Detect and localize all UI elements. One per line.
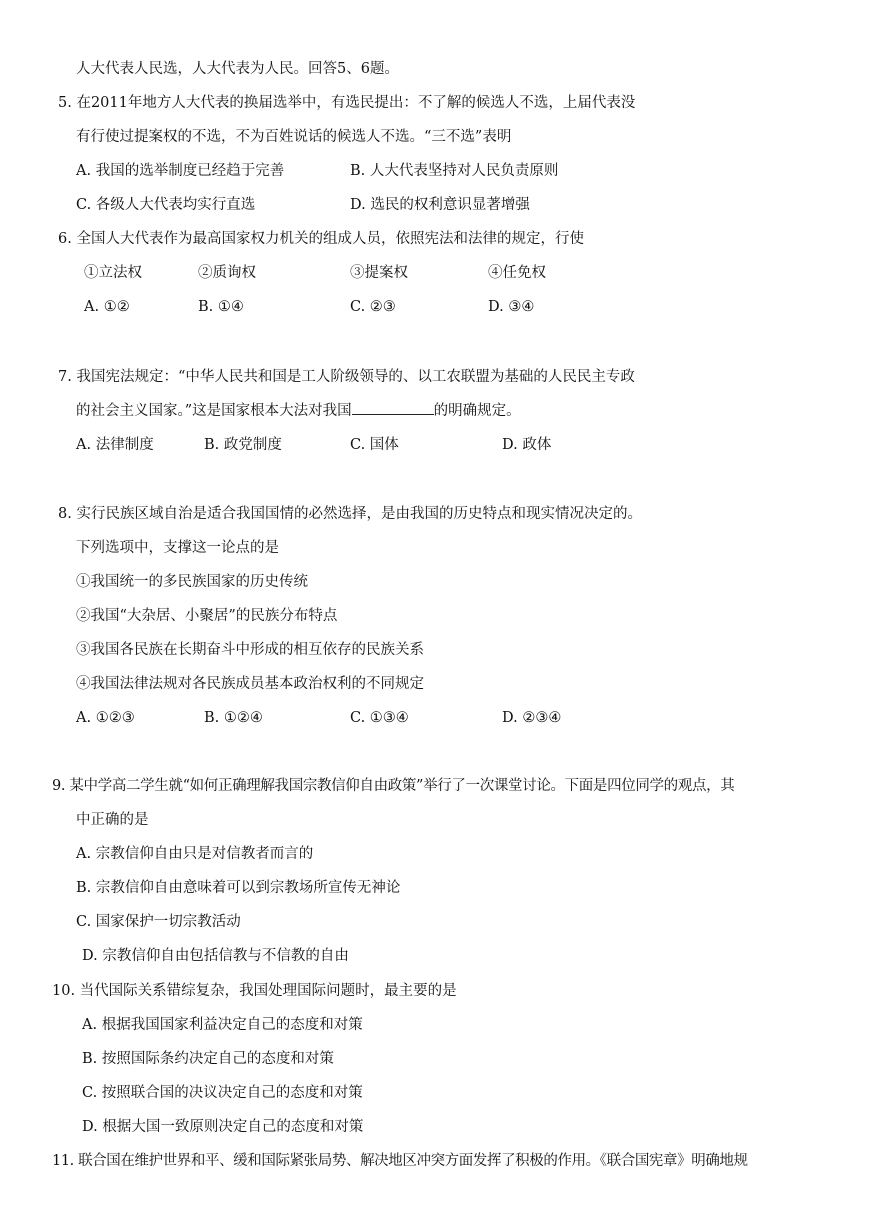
q6-option-a: A. ①② [84, 299, 130, 315]
q6-statement-1: ①立法权 [84, 265, 142, 281]
q9-option-b: B. 宗教信仰自由意味着可以到宗教场所宣传无神论 [76, 880, 401, 896]
q8-stem-line1: 8. 实行民族区域自治是适合我国国情的必然选择，是由我国的历史特点和现实情况决定的。 [58, 506, 642, 522]
q6-statement-3: ③提案权 [350, 265, 408, 281]
q9-option-a: A. 宗教信仰自由只是对信教者而言的 [76, 846, 314, 862]
q9-stem-line2: 中正确的是 [76, 812, 149, 828]
q7-option-b: B. 政党制度 [204, 437, 282, 453]
q9-option-c: C. 国家保护一切宗教活动 [76, 914, 241, 930]
q6-statement-4: ④任免权 [488, 265, 546, 281]
q8-option-a: A. ①②③ [76, 710, 135, 726]
q6-statement-2: ②质询权 [198, 265, 256, 281]
q10-option-c: C. 按照联合国的决议决定自己的态度和对策 [82, 1085, 363, 1101]
q6-option-c: C. ②③ [350, 299, 396, 315]
q5-option-a: A. 我国的选举制度已经趋于完善 [76, 163, 285, 179]
q7-stem-line2 [76, 401, 521, 421]
q7-stem-line1: 7. 我国宪法规定：“中华人民共和国是工人阶级领导的、以工农联盟为基础的人民民主专政 [58, 369, 635, 385]
q8-option-d: D. ②③④ [502, 710, 562, 726]
q5-option-c: C. 各级人大代表均实行直选 [76, 197, 256, 213]
q10-option-d: D. 根据大国一致原则决定自己的态度和对策 [82, 1119, 364, 1135]
q5-option-b: B. 人大代表坚持对人民负责原则 [350, 163, 559, 179]
q8-statement-1: ①我国统一的多民族国家的历史传统 [76, 574, 308, 590]
q8-statement-4: ④我国法律法规对各民族成员基本政治权利的不同规定 [76, 676, 424, 692]
q6-option-b: B. ①④ [198, 299, 244, 315]
q10-option-a: A. 根据我国国家利益决定自己的态度和对策 [82, 1017, 363, 1033]
q10-stem: 10. 当代国际关系错综复杂，我国处理国际问题时，最主要的是 [52, 983, 457, 999]
q10-option-b: B. 按照国际条约决定自己的态度和对策 [82, 1051, 334, 1067]
q11-stem: 11. 联合国在维护世界和平、缓和国际紧张局势、解决地区冲突方面发挥了积极的作用。《联合国宪章》明确地规 [52, 1153, 748, 1169]
q8-statement-2: ②我国“大杂居、小聚居”的民族分布特点 [76, 608, 338, 624]
q7-option-a: A. 法律制度 [76, 437, 154, 453]
q5-stem-line2: 有行使过提案权的不选，不为百姓说话的候选人不选。“三不选”表明 [76, 129, 512, 145]
q7-stem-after-blank: 的明确规定。 [433, 403, 521, 419]
q5-stem-line1: 5. 在2011年地方人大代表的换届选举中，有选民提出：不了解的候选人不选，上届代表没 [58, 95, 636, 111]
q9-stem-line1: 9. 某中学高二学生就“如何正确理解我国宗教信仰自由政策”举行了一次课堂讨论。下面是四位同学的观点，其 [52, 778, 735, 794]
q7-stem-before-blank: 的社会主义国家。”这是国家根本大法对我国 [76, 403, 352, 419]
q8-statement-3: ③我国各民族在长期奋斗中形成的相互依存的民族关系 [76, 642, 424, 658]
q5-option-d: D. 选民的权利意识显著增强 [350, 197, 530, 213]
q8-option-b: B. ①②④ [204, 710, 263, 726]
q8-option-c: C. ①③④ [350, 710, 409, 726]
q6-option-d: D. ③④ [488, 299, 535, 315]
q7-option-c: C. 国体 [350, 437, 399, 453]
intro-text: 人大代表人民选，人大代表为人民。回答5、6题。 [76, 61, 399, 77]
q6-stem: 6. 全国人大代表作为最高国家权力机关的组成人员，依照宪法和法律的规定，行使 [58, 231, 584, 247]
q7-option-d: D. 政体 [502, 437, 552, 453]
q9-option-d: D. 宗教信仰自由包括信教与不信教的自由 [82, 948, 349, 964]
q8-stem-line2: 下列选项中，支撑这一论点的是 [76, 540, 279, 556]
q7-answer-blank [352, 401, 434, 415]
